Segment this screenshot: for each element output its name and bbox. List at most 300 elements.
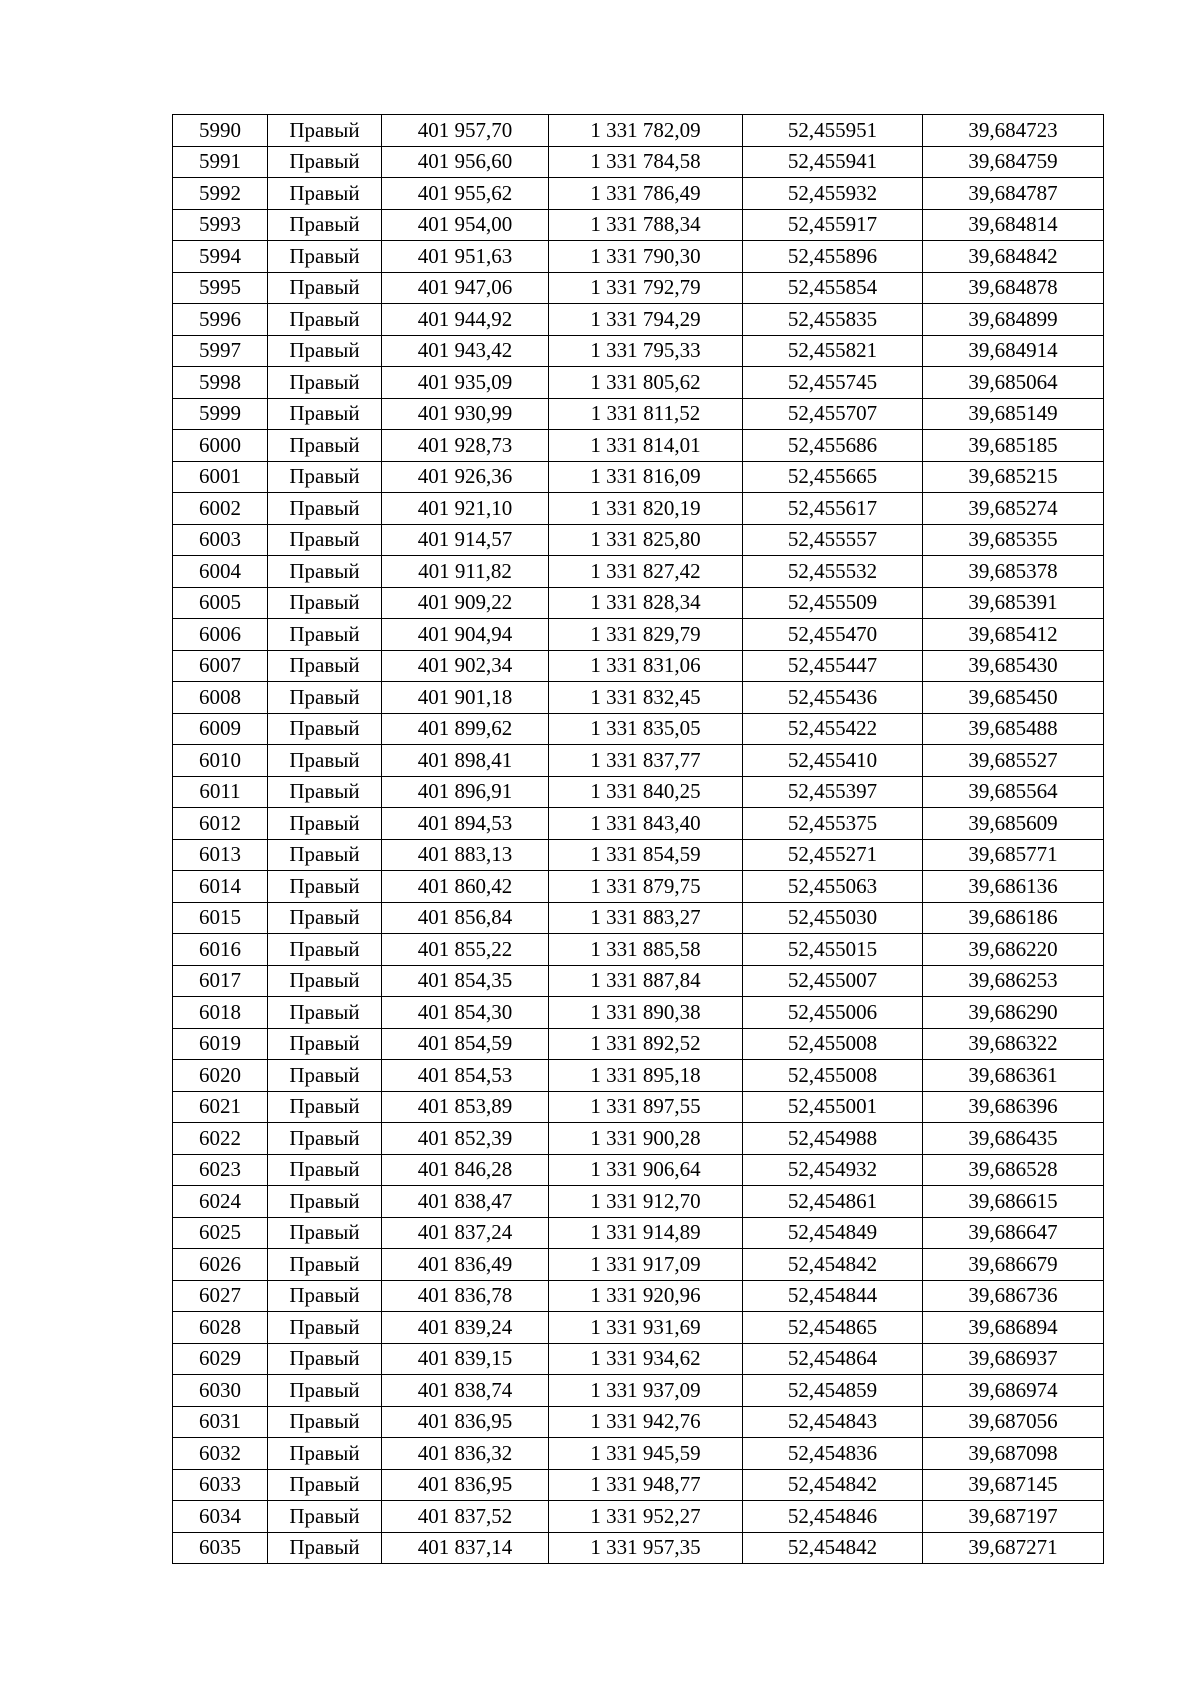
longitude-cell: 39,685609 bbox=[923, 808, 1104, 840]
longitude-cell: 39,685149 bbox=[923, 398, 1104, 430]
bank-side-cell: Правый bbox=[268, 1532, 382, 1564]
point-number-cell: 6032 bbox=[173, 1438, 268, 1470]
y-coordinate-cell: 1 331 914,89 bbox=[549, 1217, 743, 1249]
bank-side-cell: Правый bbox=[268, 1091, 382, 1123]
x-coordinate-cell: 401 944,92 bbox=[382, 304, 549, 336]
latitude-cell: 52,455008 bbox=[743, 1060, 923, 1092]
table-row bbox=[173, 1091, 1104, 1123]
latitude-cell: 52,455470 bbox=[743, 619, 923, 651]
y-coordinate-cell: 1 331 825,80 bbox=[549, 524, 743, 556]
bank-side-cell: Правый bbox=[268, 965, 382, 997]
bank-side-cell: Правый bbox=[268, 556, 382, 588]
bank-side-cell: Правый bbox=[268, 1469, 382, 1501]
latitude-cell: 52,454846 bbox=[743, 1501, 923, 1533]
y-coordinate-cell: 1 331 890,38 bbox=[549, 997, 743, 1029]
y-coordinate-cell: 1 331 897,55 bbox=[549, 1091, 743, 1123]
longitude-cell: 39,686736 bbox=[923, 1280, 1104, 1312]
bank-side-cell: Правый bbox=[268, 1028, 382, 1060]
x-coordinate-cell: 401 846,28 bbox=[382, 1154, 549, 1186]
x-coordinate-cell: 401 930,99 bbox=[382, 398, 549, 430]
y-coordinate-cell: 1 331 843,40 bbox=[549, 808, 743, 840]
longitude-cell: 39,686290 bbox=[923, 997, 1104, 1029]
point-number-cell: 5997 bbox=[173, 335, 268, 367]
latitude-cell: 52,455422 bbox=[743, 713, 923, 745]
bank-side-cell: Правый bbox=[268, 1154, 382, 1186]
bank-side-cell: Правый bbox=[268, 713, 382, 745]
longitude-cell: 39,685412 bbox=[923, 619, 1104, 651]
bank-side-cell: Правый bbox=[268, 871, 382, 903]
x-coordinate-cell: 401 921,10 bbox=[382, 493, 549, 525]
y-coordinate-cell: 1 331 837,77 bbox=[549, 745, 743, 777]
y-coordinate-cell: 1 331 784,58 bbox=[549, 146, 743, 178]
y-coordinate-cell: 1 331 920,96 bbox=[549, 1280, 743, 1312]
longitude-cell: 39,686322 bbox=[923, 1028, 1104, 1060]
latitude-cell: 52,455008 bbox=[743, 1028, 923, 1060]
table-row bbox=[173, 556, 1104, 588]
latitude-cell: 52,455410 bbox=[743, 745, 923, 777]
x-coordinate-cell: 401 904,94 bbox=[382, 619, 549, 651]
x-coordinate-cell: 401 894,53 bbox=[382, 808, 549, 840]
x-coordinate-cell: 401 883,13 bbox=[382, 839, 549, 871]
point-number-cell: 5999 bbox=[173, 398, 268, 430]
bank-side-cell: Правый bbox=[268, 241, 382, 273]
x-coordinate-cell: 401 854,53 bbox=[382, 1060, 549, 1092]
bank-side-cell: Правый bbox=[268, 1123, 382, 1155]
point-number-cell: 5994 bbox=[173, 241, 268, 273]
y-coordinate-cell: 1 331 792,79 bbox=[549, 272, 743, 304]
table-row bbox=[173, 587, 1104, 619]
bank-side-cell: Правый bbox=[268, 335, 382, 367]
point-number-cell: 6028 bbox=[173, 1312, 268, 1344]
latitude-cell: 52,454849 bbox=[743, 1217, 923, 1249]
table-row bbox=[173, 1280, 1104, 1312]
latitude-cell: 52,455951 bbox=[743, 115, 923, 147]
coordinates-table bbox=[172, 114, 1104, 1564]
x-coordinate-cell: 401 836,95 bbox=[382, 1406, 549, 1438]
y-coordinate-cell: 1 331 794,29 bbox=[549, 304, 743, 336]
x-coordinate-cell: 401 957,70 bbox=[382, 115, 549, 147]
y-coordinate-cell: 1 331 829,79 bbox=[549, 619, 743, 651]
longitude-cell: 39,684759 bbox=[923, 146, 1104, 178]
bank-side-cell: Правый bbox=[268, 367, 382, 399]
table-row bbox=[173, 839, 1104, 871]
point-number-cell: 6005 bbox=[173, 587, 268, 619]
y-coordinate-cell: 1 331 957,35 bbox=[549, 1532, 743, 1564]
point-number-cell: 6026 bbox=[173, 1249, 268, 1281]
longitude-cell: 39,684899 bbox=[923, 304, 1104, 336]
table-row bbox=[173, 650, 1104, 682]
y-coordinate-cell: 1 331 831,06 bbox=[549, 650, 743, 682]
table-row bbox=[173, 115, 1104, 147]
bank-side-cell: Правый bbox=[268, 146, 382, 178]
bank-side-cell: Правый bbox=[268, 1280, 382, 1312]
latitude-cell: 52,454988 bbox=[743, 1123, 923, 1155]
point-number-cell: 6020 bbox=[173, 1060, 268, 1092]
y-coordinate-cell: 1 331 786,49 bbox=[549, 178, 743, 210]
latitude-cell: 52,454842 bbox=[743, 1249, 923, 1281]
bank-side-cell: Правый bbox=[268, 839, 382, 871]
y-coordinate-cell: 1 331 912,70 bbox=[549, 1186, 743, 1218]
x-coordinate-cell: 401 914,57 bbox=[382, 524, 549, 556]
table-row bbox=[173, 1343, 1104, 1375]
latitude-cell: 52,455532 bbox=[743, 556, 923, 588]
bank-side-cell: Правый bbox=[268, 745, 382, 777]
latitude-cell: 52,455941 bbox=[743, 146, 923, 178]
y-coordinate-cell: 1 331 811,52 bbox=[549, 398, 743, 430]
point-number-cell: 5990 bbox=[173, 115, 268, 147]
bank-side-cell: Правый bbox=[268, 430, 382, 462]
y-coordinate-cell: 1 331 906,64 bbox=[549, 1154, 743, 1186]
longitude-cell: 39,686435 bbox=[923, 1123, 1104, 1155]
longitude-cell: 39,685378 bbox=[923, 556, 1104, 588]
y-coordinate-cell: 1 331 945,59 bbox=[549, 1438, 743, 1470]
x-coordinate-cell: 401 837,24 bbox=[382, 1217, 549, 1249]
latitude-cell: 52,455745 bbox=[743, 367, 923, 399]
longitude-cell: 39,685391 bbox=[923, 587, 1104, 619]
x-coordinate-cell: 401 839,24 bbox=[382, 1312, 549, 1344]
bank-side-cell: Правый bbox=[268, 776, 382, 808]
bank-side-cell: Правый bbox=[268, 398, 382, 430]
latitude-cell: 52,455397 bbox=[743, 776, 923, 808]
y-coordinate-cell: 1 331 828,34 bbox=[549, 587, 743, 619]
table-row bbox=[173, 1186, 1104, 1218]
bank-side-cell: Правый bbox=[268, 178, 382, 210]
bank-side-cell: Правый bbox=[268, 461, 382, 493]
point-number-cell: 6029 bbox=[173, 1343, 268, 1375]
bank-side-cell: Правый bbox=[268, 1343, 382, 1375]
point-number-cell: 6035 bbox=[173, 1532, 268, 1564]
bank-side-cell: Правый bbox=[268, 209, 382, 241]
longitude-cell: 39,685488 bbox=[923, 713, 1104, 745]
y-coordinate-cell: 1 331 816,09 bbox=[549, 461, 743, 493]
table-row bbox=[173, 461, 1104, 493]
longitude-cell: 39,685185 bbox=[923, 430, 1104, 462]
point-number-cell: 6007 bbox=[173, 650, 268, 682]
point-number-cell: 6011 bbox=[173, 776, 268, 808]
x-coordinate-cell: 401 836,49 bbox=[382, 1249, 549, 1281]
x-coordinate-cell: 401 902,34 bbox=[382, 650, 549, 682]
longitude-cell: 39,687271 bbox=[923, 1532, 1104, 1564]
latitude-cell: 52,455375 bbox=[743, 808, 923, 840]
latitude-cell: 52,454842 bbox=[743, 1532, 923, 1564]
latitude-cell: 52,455030 bbox=[743, 902, 923, 934]
longitude-cell: 39,686220 bbox=[923, 934, 1104, 966]
table-row bbox=[173, 209, 1104, 241]
point-number-cell: 6022 bbox=[173, 1123, 268, 1155]
y-coordinate-cell: 1 331 934,62 bbox=[549, 1343, 743, 1375]
y-coordinate-cell: 1 331 854,59 bbox=[549, 839, 743, 871]
point-number-cell: 6015 bbox=[173, 902, 268, 934]
longitude-cell: 39,685564 bbox=[923, 776, 1104, 808]
point-number-cell: 6017 bbox=[173, 965, 268, 997]
longitude-cell: 39,687145 bbox=[923, 1469, 1104, 1501]
x-coordinate-cell: 401 926,36 bbox=[382, 461, 549, 493]
bank-side-cell: Правый bbox=[268, 524, 382, 556]
y-coordinate-cell: 1 331 814,01 bbox=[549, 430, 743, 462]
point-number-cell: 6010 bbox=[173, 745, 268, 777]
latitude-cell: 52,454864 bbox=[743, 1343, 923, 1375]
latitude-cell: 52,455447 bbox=[743, 650, 923, 682]
x-coordinate-cell: 401 951,63 bbox=[382, 241, 549, 273]
table-row bbox=[173, 398, 1104, 430]
table-body bbox=[173, 115, 1104, 1564]
longitude-cell: 39,685274 bbox=[923, 493, 1104, 525]
point-number-cell: 6031 bbox=[173, 1406, 268, 1438]
table-row bbox=[173, 682, 1104, 714]
y-coordinate-cell: 1 331 900,28 bbox=[549, 1123, 743, 1155]
x-coordinate-cell: 401 837,14 bbox=[382, 1532, 549, 1564]
y-coordinate-cell: 1 331 782,09 bbox=[549, 115, 743, 147]
y-coordinate-cell: 1 331 788,34 bbox=[549, 209, 743, 241]
x-coordinate-cell: 401 856,84 bbox=[382, 902, 549, 934]
bank-side-cell: Правый bbox=[268, 808, 382, 840]
longitude-cell: 39,687056 bbox=[923, 1406, 1104, 1438]
table-row bbox=[173, 430, 1104, 462]
x-coordinate-cell: 401 928,73 bbox=[382, 430, 549, 462]
point-number-cell: 5995 bbox=[173, 272, 268, 304]
point-number-cell: 6019 bbox=[173, 1028, 268, 1060]
y-coordinate-cell: 1 331 931,69 bbox=[549, 1312, 743, 1344]
longitude-cell: 39,686186 bbox=[923, 902, 1104, 934]
bank-side-cell: Правый bbox=[268, 1186, 382, 1218]
latitude-cell: 52,455686 bbox=[743, 430, 923, 462]
latitude-cell: 52,455932 bbox=[743, 178, 923, 210]
longitude-cell: 39,685430 bbox=[923, 650, 1104, 682]
y-coordinate-cell: 1 331 917,09 bbox=[549, 1249, 743, 1281]
latitude-cell: 52,454865 bbox=[743, 1312, 923, 1344]
latitude-cell: 52,455835 bbox=[743, 304, 923, 336]
bank-side-cell: Правый bbox=[268, 682, 382, 714]
bank-side-cell: Правый bbox=[268, 1438, 382, 1470]
latitude-cell: 52,455854 bbox=[743, 272, 923, 304]
latitude-cell: 52,455509 bbox=[743, 587, 923, 619]
latitude-cell: 52,455557 bbox=[743, 524, 923, 556]
table-row bbox=[173, 146, 1104, 178]
x-coordinate-cell: 401 836,78 bbox=[382, 1280, 549, 1312]
point-number-cell: 6027 bbox=[173, 1280, 268, 1312]
table-row bbox=[173, 493, 1104, 525]
longitude-cell: 39,685215 bbox=[923, 461, 1104, 493]
latitude-cell: 52,454843 bbox=[743, 1406, 923, 1438]
y-coordinate-cell: 1 331 795,33 bbox=[549, 335, 743, 367]
y-coordinate-cell: 1 331 948,77 bbox=[549, 1469, 743, 1501]
table-row bbox=[173, 304, 1104, 336]
point-number-cell: 6018 bbox=[173, 997, 268, 1029]
x-coordinate-cell: 401 854,59 bbox=[382, 1028, 549, 1060]
table-row bbox=[173, 1154, 1104, 1186]
table-row bbox=[173, 1406, 1104, 1438]
bank-side-cell: Правый bbox=[268, 1217, 382, 1249]
latitude-cell: 52,454844 bbox=[743, 1280, 923, 1312]
bank-side-cell: Правый bbox=[268, 997, 382, 1029]
x-coordinate-cell: 401 911,82 bbox=[382, 556, 549, 588]
bank-side-cell: Правый bbox=[268, 1312, 382, 1344]
point-number-cell: 6002 bbox=[173, 493, 268, 525]
x-coordinate-cell: 401 901,18 bbox=[382, 682, 549, 714]
table-row bbox=[173, 272, 1104, 304]
x-coordinate-cell: 401 943,42 bbox=[382, 335, 549, 367]
table-row bbox=[173, 776, 1104, 808]
x-coordinate-cell: 401 838,47 bbox=[382, 1186, 549, 1218]
point-number-cell: 6034 bbox=[173, 1501, 268, 1533]
longitude-cell: 39,684842 bbox=[923, 241, 1104, 273]
x-coordinate-cell: 401 854,35 bbox=[382, 965, 549, 997]
bank-side-cell: Правый bbox=[268, 1375, 382, 1407]
x-coordinate-cell: 401 839,15 bbox=[382, 1343, 549, 1375]
longitude-cell: 39,686647 bbox=[923, 1217, 1104, 1249]
x-coordinate-cell: 401 898,41 bbox=[382, 745, 549, 777]
point-number-cell: 5993 bbox=[173, 209, 268, 241]
latitude-cell: 52,455063 bbox=[743, 871, 923, 903]
latitude-cell: 52,454859 bbox=[743, 1375, 923, 1407]
latitude-cell: 52,455271 bbox=[743, 839, 923, 871]
x-coordinate-cell: 401 836,95 bbox=[382, 1469, 549, 1501]
longitude-cell: 39,684878 bbox=[923, 272, 1104, 304]
bank-side-cell: Правый bbox=[268, 902, 382, 934]
y-coordinate-cell: 1 331 879,75 bbox=[549, 871, 743, 903]
longitude-cell: 39,686615 bbox=[923, 1186, 1104, 1218]
longitude-cell: 39,684787 bbox=[923, 178, 1104, 210]
point-number-cell: 6008 bbox=[173, 682, 268, 714]
table-row bbox=[173, 713, 1104, 745]
table-row bbox=[173, 1312, 1104, 1344]
y-coordinate-cell: 1 331 895,18 bbox=[549, 1060, 743, 1092]
longitude-cell: 39,684814 bbox=[923, 209, 1104, 241]
x-coordinate-cell: 401 909,22 bbox=[382, 587, 549, 619]
x-coordinate-cell: 401 955,62 bbox=[382, 178, 549, 210]
table-row bbox=[173, 1501, 1104, 1533]
y-coordinate-cell: 1 331 883,27 bbox=[549, 902, 743, 934]
table-row bbox=[173, 1060, 1104, 1092]
table-row bbox=[173, 934, 1104, 966]
bank-side-cell: Правый bbox=[268, 304, 382, 336]
table-row bbox=[173, 1469, 1104, 1501]
point-number-cell: 6033 bbox=[173, 1469, 268, 1501]
latitude-cell: 52,455436 bbox=[743, 682, 923, 714]
bank-side-cell: Правый bbox=[268, 934, 382, 966]
table-row bbox=[173, 367, 1104, 399]
table-row bbox=[173, 902, 1104, 934]
point-number-cell: 6012 bbox=[173, 808, 268, 840]
table-row bbox=[173, 178, 1104, 210]
y-coordinate-cell: 1 331 832,45 bbox=[549, 682, 743, 714]
longitude-cell: 39,686528 bbox=[923, 1154, 1104, 1186]
bank-side-cell: Правый bbox=[268, 619, 382, 651]
point-number-cell: 6004 bbox=[173, 556, 268, 588]
longitude-cell: 39,685450 bbox=[923, 682, 1104, 714]
bank-side-cell: Правый bbox=[268, 1249, 382, 1281]
point-number-cell: 5992 bbox=[173, 178, 268, 210]
latitude-cell: 52,455917 bbox=[743, 209, 923, 241]
y-coordinate-cell: 1 331 835,05 bbox=[549, 713, 743, 745]
y-coordinate-cell: 1 331 937,09 bbox=[549, 1375, 743, 1407]
latitude-cell: 52,454932 bbox=[743, 1154, 923, 1186]
y-coordinate-cell: 1 331 827,42 bbox=[549, 556, 743, 588]
y-coordinate-cell: 1 331 840,25 bbox=[549, 776, 743, 808]
point-number-cell: 6014 bbox=[173, 871, 268, 903]
table-row bbox=[173, 335, 1104, 367]
bank-side-cell: Правый bbox=[268, 1501, 382, 1533]
table-row bbox=[173, 1438, 1104, 1470]
longitude-cell: 39,685355 bbox=[923, 524, 1104, 556]
x-coordinate-cell: 401 935,09 bbox=[382, 367, 549, 399]
latitude-cell: 52,455665 bbox=[743, 461, 923, 493]
longitude-cell: 39,686136 bbox=[923, 871, 1104, 903]
latitude-cell: 52,455007 bbox=[743, 965, 923, 997]
latitude-cell: 52,455001 bbox=[743, 1091, 923, 1123]
y-coordinate-cell: 1 331 942,76 bbox=[549, 1406, 743, 1438]
table-row bbox=[173, 524, 1104, 556]
table-row bbox=[173, 241, 1104, 273]
point-number-cell: 6023 bbox=[173, 1154, 268, 1186]
bank-side-cell: Правый bbox=[268, 115, 382, 147]
table-row bbox=[173, 1217, 1104, 1249]
table-row bbox=[173, 808, 1104, 840]
longitude-cell: 39,687098 bbox=[923, 1438, 1104, 1470]
point-number-cell: 5991 bbox=[173, 146, 268, 178]
latitude-cell: 52,454842 bbox=[743, 1469, 923, 1501]
longitude-cell: 39,687197 bbox=[923, 1501, 1104, 1533]
table-row bbox=[173, 871, 1104, 903]
point-number-cell: 6001 bbox=[173, 461, 268, 493]
table-row bbox=[173, 619, 1104, 651]
x-coordinate-cell: 401 947,06 bbox=[382, 272, 549, 304]
latitude-cell: 52,454836 bbox=[743, 1438, 923, 1470]
point-number-cell: 6006 bbox=[173, 619, 268, 651]
x-coordinate-cell: 401 855,22 bbox=[382, 934, 549, 966]
x-coordinate-cell: 401 954,00 bbox=[382, 209, 549, 241]
longitude-cell: 39,684723 bbox=[923, 115, 1104, 147]
x-coordinate-cell: 401 837,52 bbox=[382, 1501, 549, 1533]
y-coordinate-cell: 1 331 887,84 bbox=[549, 965, 743, 997]
point-number-cell: 6003 bbox=[173, 524, 268, 556]
table-row bbox=[173, 1249, 1104, 1281]
bank-side-cell: Правый bbox=[268, 493, 382, 525]
y-coordinate-cell: 1 331 820,19 bbox=[549, 493, 743, 525]
longitude-cell: 39,684914 bbox=[923, 335, 1104, 367]
x-coordinate-cell: 401 896,91 bbox=[382, 776, 549, 808]
y-coordinate-cell: 1 331 892,52 bbox=[549, 1028, 743, 1060]
latitude-cell: 52,455617 bbox=[743, 493, 923, 525]
longitude-cell: 39,686974 bbox=[923, 1375, 1104, 1407]
y-coordinate-cell: 1 331 805,62 bbox=[549, 367, 743, 399]
y-coordinate-cell: 1 331 952,27 bbox=[549, 1501, 743, 1533]
bank-side-cell: Правый bbox=[268, 272, 382, 304]
point-number-cell: 6021 bbox=[173, 1091, 268, 1123]
latitude-cell: 52,455707 bbox=[743, 398, 923, 430]
x-coordinate-cell: 401 836,32 bbox=[382, 1438, 549, 1470]
x-coordinate-cell: 401 956,60 bbox=[382, 146, 549, 178]
longitude-cell: 39,686937 bbox=[923, 1343, 1104, 1375]
latitude-cell: 52,454861 bbox=[743, 1186, 923, 1218]
bank-side-cell: Правый bbox=[268, 587, 382, 619]
x-coordinate-cell: 401 899,62 bbox=[382, 713, 549, 745]
point-number-cell: 5996 bbox=[173, 304, 268, 336]
longitude-cell: 39,685527 bbox=[923, 745, 1104, 777]
point-number-cell: 6009 bbox=[173, 713, 268, 745]
point-number-cell: 6025 bbox=[173, 1217, 268, 1249]
bank-side-cell: Правый bbox=[268, 1060, 382, 1092]
longitude-cell: 39,686396 bbox=[923, 1091, 1104, 1123]
y-coordinate-cell: 1 331 885,58 bbox=[549, 934, 743, 966]
bank-side-cell: Правый bbox=[268, 650, 382, 682]
y-coordinate-cell: 1 331 790,30 bbox=[549, 241, 743, 273]
point-number-cell: 6030 bbox=[173, 1375, 268, 1407]
bank-side-cell: Правый bbox=[268, 1406, 382, 1438]
x-coordinate-cell: 401 854,30 bbox=[382, 997, 549, 1029]
latitude-cell: 52,455006 bbox=[743, 997, 923, 1029]
table-row bbox=[173, 1028, 1104, 1060]
